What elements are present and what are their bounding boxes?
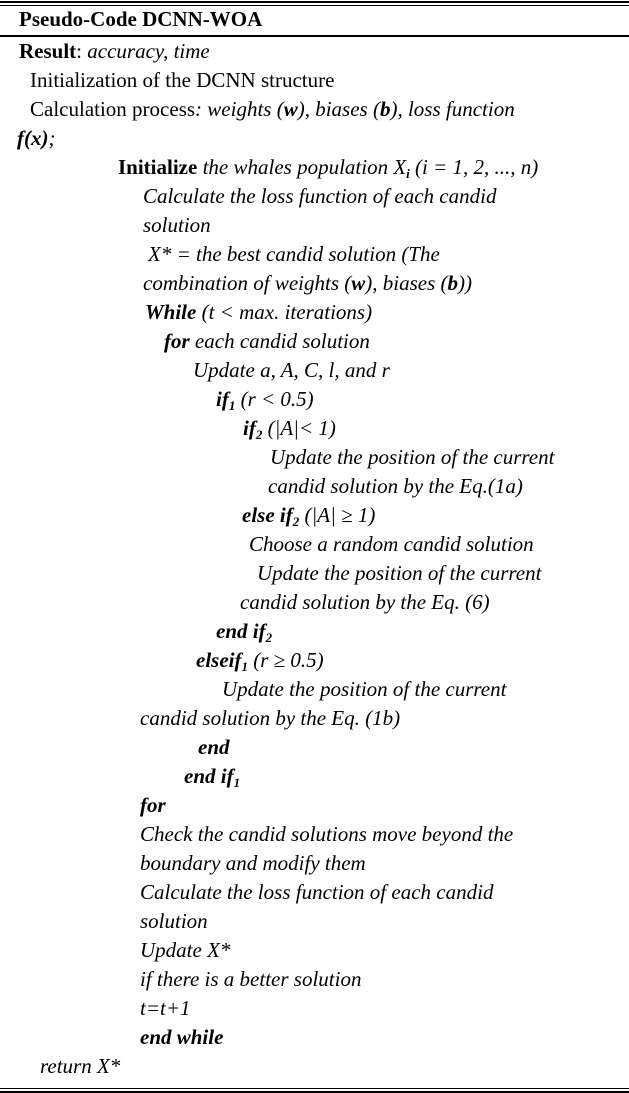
code-token: ), biases ( (365, 271, 448, 295)
code-token: candid solution by the Eq. (1b) (140, 706, 401, 730)
code-line-7 (143, 211, 211, 240)
code-token: Calculation process (30, 97, 196, 121)
code-line-10 (145, 298, 372, 327)
code-line-15 (270, 443, 554, 472)
code-token: each candid solution (189, 329, 370, 353)
code-line-24 (140, 704, 400, 733)
code-token: f(x) (17, 126, 49, 150)
code-line-25 (198, 733, 230, 762)
bottom-rule-inner (0, 1088, 629, 1089)
top-rule-outer (0, 1, 629, 3)
code-token: b (379, 97, 391, 121)
code-token: Update the position of the current (222, 677, 507, 701)
code-token: 1 (233, 775, 241, 790)
code-token: Result (19, 39, 77, 63)
code-line-22 (196, 646, 324, 675)
code-line-8 (148, 240, 440, 269)
code-line-27 (140, 791, 166, 820)
code-token: w (283, 97, 298, 121)
code-line-1 (19, 37, 210, 66)
code-token: 1 (241, 659, 248, 674)
code-token: (t < max. iterations) (196, 300, 373, 324)
code-token: i (406, 166, 410, 181)
code-token: Initialization of the DCNN structure (30, 68, 335, 92)
code-line-36 (40, 1052, 120, 1081)
code-token: end if (184, 764, 234, 788)
code-token: else if (242, 503, 293, 527)
code-token: (r ≥ 0.5) (247, 648, 324, 672)
code-line-4 (17, 124, 55, 153)
code-token: solution (143, 213, 211, 237)
code-line-33 (140, 965, 361, 994)
code-token: Initialize (118, 155, 198, 179)
code-token: Update the position of the current (270, 445, 555, 469)
code-token: accuracy, time (87, 39, 210, 63)
code-token: if (243, 416, 256, 440)
code-line-30 (140, 878, 493, 907)
code-token: w (351, 271, 366, 295)
code-line-12 (193, 356, 390, 385)
code-line-16 (268, 472, 523, 501)
code-token: : weights ( (195, 97, 284, 121)
code-token: the whales population X (197, 155, 407, 179)
code-token: Check the candid solutions move beyond the (140, 822, 514, 846)
code-token: X* = the best candid solution (The (148, 242, 440, 266)
code-token: if (216, 387, 229, 411)
code-token: (|A| ≥ 1) (299, 503, 376, 527)
code-line-17 (242, 501, 375, 530)
code-token: Update the position of the current (257, 561, 542, 585)
code-line-14 (243, 414, 336, 443)
code-line-5 (118, 153, 538, 182)
code-line-34 (140, 994, 191, 1023)
code-line-3 (30, 95, 515, 124)
code-token: solution (140, 909, 208, 933)
code-line-28 (140, 820, 513, 849)
code-line-32 (140, 936, 230, 965)
code-token: 2 (265, 630, 273, 645)
code-token: candid solution by the Eq. (6) (240, 590, 490, 614)
code-line-13 (216, 385, 314, 414)
code-line-6 (143, 182, 496, 211)
code-token: for (164, 329, 190, 353)
code-line-11 (164, 327, 370, 356)
code-line-35 (140, 1023, 223, 1052)
code-token: Update X* (140, 938, 231, 962)
code-token: candid solution by the Eq.(1a) (268, 474, 523, 498)
algorithm-title: Pseudo-Code DCNN-WOA (19, 7, 263, 31)
code-line-21 (216, 617, 272, 646)
code-token: Choose a random candid solution (249, 532, 534, 556)
code-token: )) (458, 271, 473, 295)
code-token: for (140, 793, 166, 817)
code-line-2 (30, 66, 334, 95)
code-token: return X* (40, 1054, 121, 1078)
code-token: boundary and modify them (140, 851, 366, 875)
code-token: combination of weights ( (143, 271, 352, 295)
code-token: end while (140, 1025, 224, 1049)
code-token: : (76, 39, 88, 63)
code-token: ; (48, 126, 56, 150)
code-token: 1 (228, 398, 236, 413)
code-line-31 (140, 907, 208, 936)
code-token: b (447, 271, 459, 295)
code-token: (r < 0.5) (235, 387, 314, 411)
code-token: Calculate the loss function of each candid (143, 184, 497, 208)
code-token: if there is a better solution (140, 967, 362, 991)
code-line-19 (257, 559, 541, 588)
code-token: (|A|< 1) (262, 416, 336, 440)
code-token: Calculate the loss function of each candid (140, 880, 494, 904)
code-line-26 (184, 762, 240, 791)
code-token: end if (216, 619, 266, 643)
code-line-20 (240, 588, 490, 617)
code-token: 2 (255, 427, 263, 442)
code-token: end (198, 735, 230, 759)
code-token: ), biases ( (297, 97, 380, 121)
code-token: Update a, A, C, l, and r (193, 358, 390, 382)
code-line-9 (143, 269, 472, 298)
code-line-23 (222, 675, 506, 704)
code-line-29 (140, 849, 366, 878)
code-token: elseif (196, 648, 242, 672)
code-token: ), loss function (390, 97, 515, 121)
code-token: t=t+1 (140, 996, 191, 1020)
code-token: (i = 1, 2, ..., n) (409, 155, 539, 179)
code-line-18 (249, 530, 534, 559)
code-token: While (145, 300, 197, 324)
code-token: 2 (292, 514, 300, 529)
